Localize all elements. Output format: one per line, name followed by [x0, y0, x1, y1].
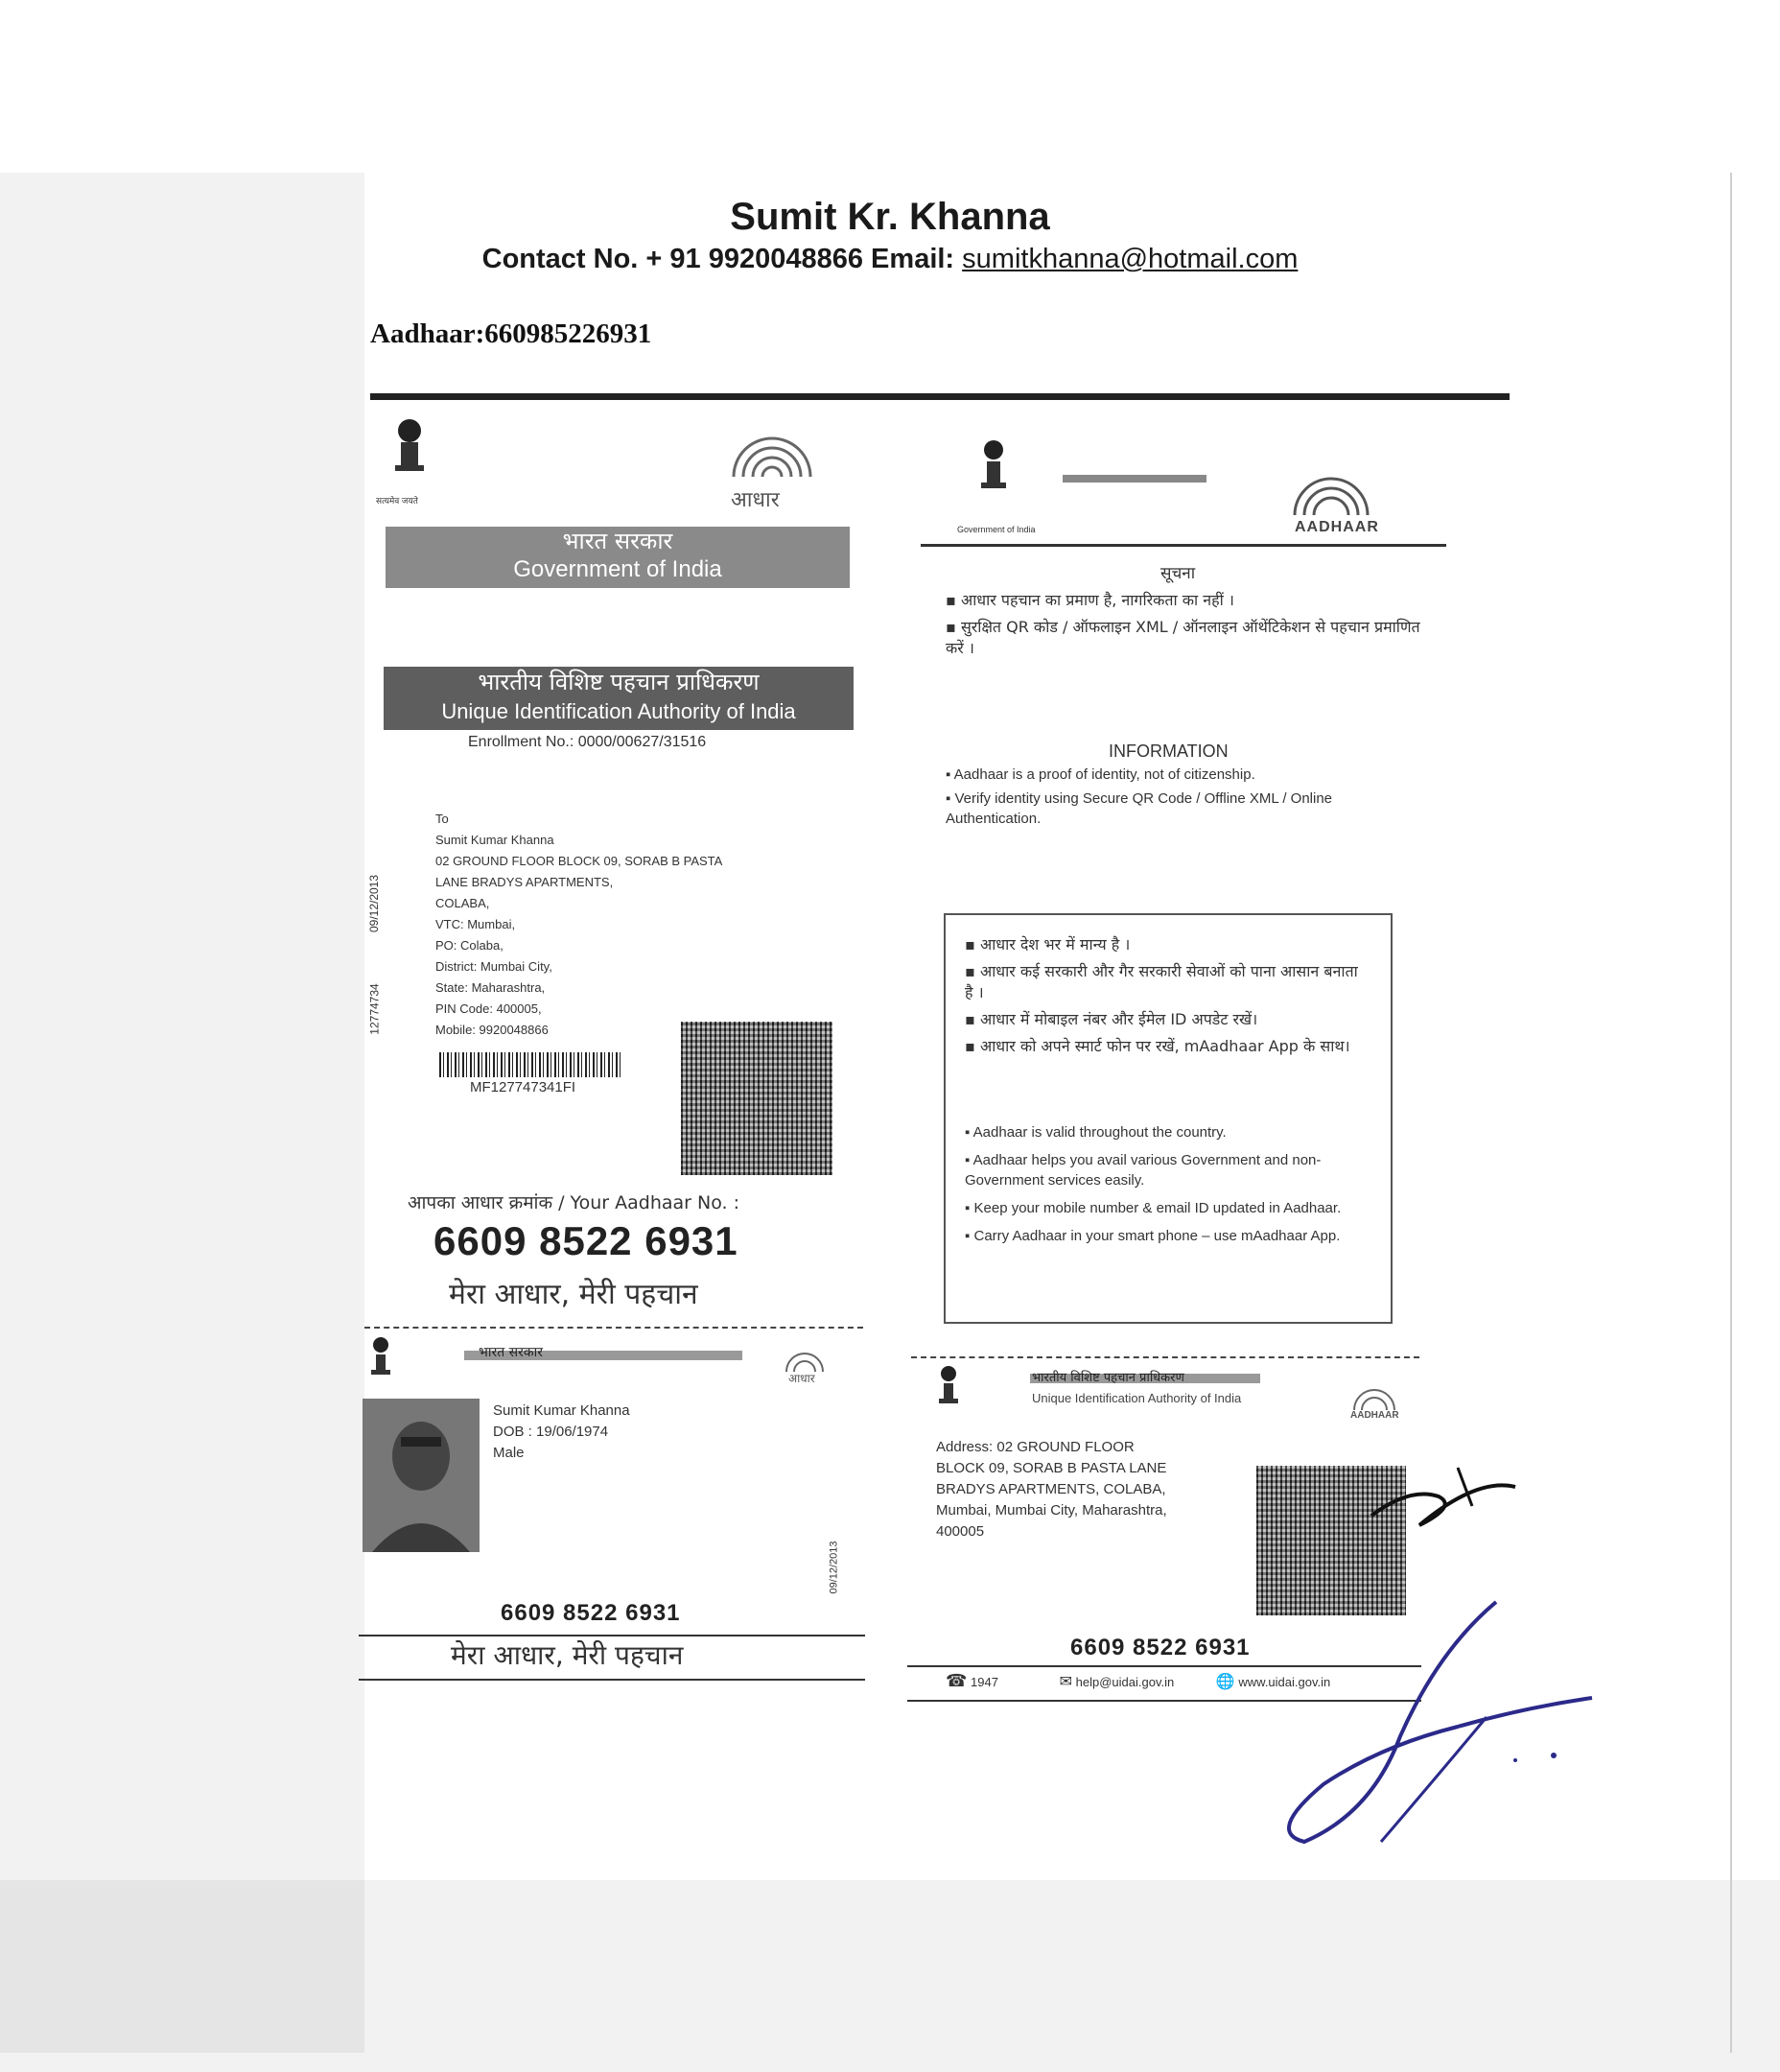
emblem-caption: सत्यमेव जयते — [376, 496, 418, 506]
card-back-logo-text: AADHAAR — [1350, 1410, 1399, 1421]
card-back-address-line: Address: 02 GROUND FLOOR — [936, 1439, 1135, 1455]
card-name: Sumit Kumar Khanna — [493, 1402, 630, 1419]
english-info-item: ▪ Aadhaar is a proof of identity, not of citizenship. — [946, 765, 1396, 785]
contact-label: Contact No. + 91 9920048866 Email: — [481, 244, 955, 274]
address-line: To — [435, 812, 449, 826]
cut-line-right — [911, 1356, 1419, 1358]
hindi-info-list — [946, 590, 1425, 659]
email-link[interactable]: sumitkhanna@hotmail.com — [962, 244, 1299, 274]
hindi-heading: सूचना — [1160, 564, 1196, 583]
globe-icon: 🌐 — [1215, 1674, 1235, 1690]
card-back-address-line: 400005 — [936, 1523, 985, 1540]
card-back-address — [936, 1437, 1167, 1542]
address-line: COLABA, — [435, 896, 490, 910]
aadhaar-logo-text: AADHAAR — [1295, 519, 1379, 535]
card-side-date: 09/12/2013 — [828, 1541, 840, 1594]
card-tagline: मेरा आधार, मेरी पहचान — [451, 1639, 684, 1671]
info-rule — [921, 544, 1446, 547]
card-back-address-line: Mumbai, Mumbai City, Maharashtra, — [936, 1502, 1167, 1519]
card-back-header-english: Unique Identification Authority of India — [1032, 1391, 1242, 1405]
address-block — [435, 809, 722, 1041]
address-line: VTC: Mumbai, — [435, 917, 516, 931]
barcode — [439, 1052, 621, 1077]
address-line: PO: Colaba, — [435, 938, 504, 953]
resume-name: Sumit Kr. Khanna — [730, 196, 1050, 238]
english-heading: INFORMATION — [1109, 742, 1229, 761]
card-gov-hindi: भारत सरकार — [479, 1345, 543, 1360]
phone-number: 1947 — [971, 1675, 998, 1689]
hindi-benefits-list — [965, 934, 1368, 1057]
gray-stripe — [1063, 475, 1206, 483]
address-line: 02 GROUND FLOOR BLOCK 09, SORAB B PASTA — [435, 854, 723, 868]
emblem-icon — [366, 1335, 395, 1379]
english-info-list — [946, 765, 1396, 829]
english-benefit-item: ▪ Aadhaar is valid throughout the country. — [965, 1122, 1368, 1142]
address-line: LANE BRADYS APARTMENTS, — [435, 875, 614, 889]
large-signature — [1266, 1592, 1611, 1851]
enrollment-number: Enrollment No.: 0000/00627/31516 — [468, 734, 707, 750]
aadhaar-no-label: आपका आधार क्रमांक / Your Aadhaar No. : — [408, 1192, 740, 1213]
aadhaar-fingerprint-logo-icon — [1348, 1381, 1400, 1412]
card-gender: Male — [493, 1445, 525, 1461]
aadhaar-fingerprint-logo-icon — [719, 419, 825, 486]
website: www.uidai.gov.in — [1238, 1675, 1331, 1689]
hindi-benefit-item: ▪ आधार को अपने स्मार्ट फोन पर रखें, mAadhaar App के साथ। — [965, 1036, 1368, 1057]
card-back-header-hindi: भारतीय विशिष्ट पहचान प्राधिकरण — [1032, 1371, 1184, 1385]
emblem-icon — [974, 436, 1013, 494]
aadhaar-fingerprint-logo-icon — [1283, 459, 1379, 521]
contact-line — [0, 244, 1780, 275]
address-line: Mobile: 9920048866 — [435, 1023, 549, 1037]
address-line: Sumit Kumar Khanna — [435, 833, 554, 847]
english-benefit-item: ▪ Aadhaar helps you avail various Government and non-Government services easily. — [965, 1150, 1368, 1190]
uidai-banner-english: Unique Identification Authority of India — [441, 699, 796, 723]
emblem-icon — [386, 413, 433, 481]
divider-rule — [370, 393, 1510, 400]
uidai-banner-hindi: भारतीय विशिष्ट पहचान प्राधिकरण — [478, 669, 760, 695]
aadhaar-card-front — [359, 1331, 867, 1686]
card-back-address-line: BRADYS APARTMENTS, COLABA, — [936, 1481, 1166, 1497]
gov-caption: Government of India — [957, 525, 1036, 534]
hindi-benefit-item: ▪ आधार में मोबाइल नंबर और ईमेल ID अपडेट रखें। — [965, 1009, 1368, 1030]
card-rule — [359, 1679, 865, 1681]
address-line: PIN Code: 400005, — [435, 1001, 542, 1016]
phone-icon: ☎ — [946, 1671, 968, 1690]
mail-icon: ✉ — [1059, 1674, 1072, 1690]
card-back-aadhaar-number: 6609 8522 6931 — [1070, 1635, 1251, 1660]
info-panel — [921, 436, 1450, 839]
address-line: State: Maharashtra, — [435, 980, 546, 995]
card-dob: DOB : 19/06/1974 — [493, 1424, 609, 1440]
side-number: 12774734 — [367, 983, 382, 1035]
card-back-address-line: BLOCK 09, SORAB B PASTA LANE — [936, 1460, 1167, 1476]
hindi-benefit-item: ▪ आधार देश भर में मान्य है । — [965, 934, 1368, 955]
gov-banner — [386, 527, 850, 588]
card-info — [493, 1401, 630, 1464]
gov-banner-english: Government of India — [513, 556, 722, 582]
aadhaar-label: Aadhaar:660985226931 — [370, 318, 652, 349]
small-signature — [1352, 1448, 1534, 1554]
emblem-icon — [934, 1364, 963, 1408]
aadhaar-number-large: 6609 8522 6931 — [433, 1218, 738, 1263]
aadhaar-logo-text: आधार — [731, 488, 780, 512]
photo — [363, 1399, 480, 1552]
card-aadhaar-number: 6609 8522 6931 — [501, 1600, 681, 1626]
english-benefit-item: ▪ Carry Aadhaar in your smart phone – use mAadhaar App. — [965, 1226, 1368, 1246]
gov-banner-hindi: भारत सरकार — [562, 528, 673, 554]
help-email: help@uidai.gov.in — [1075, 1675, 1175, 1689]
uidai-banner — [384, 667, 854, 730]
aadhaar-letter-front — [364, 408, 882, 1309]
tagline: मेरा आधार, मेरी पहचान — [449, 1278, 698, 1311]
qr-code — [681, 1022, 832, 1175]
hindi-benefit-item: ▪ आधार कई सरकारी और गैर सरकारी सेवाओं को पाना आसान बनाता है । — [965, 961, 1368, 1003]
aadhaar-benefits-box — [944, 913, 1393, 1324]
side-date: 09/12/2013 — [367, 874, 382, 933]
hindi-info-item: ▪ आधार पहचान का प्रमाण है, नागरिकता का नहीं । — [946, 590, 1425, 611]
card-logo-text: आधार — [788, 1372, 815, 1385]
english-benefits-list — [965, 1122, 1368, 1246]
hindi-info-item: ▪ सुरक्षित QR कोड / ऑफलाइन XML / ऑनलाइन ऑथेंटिकेशन से पहचान प्रमाणित करें । — [946, 617, 1425, 659]
barcode-text: MF127747341FI — [470, 1079, 576, 1095]
english-benefit-item: ▪ Keep your mobile number & email ID updated in Aadhaar. — [965, 1198, 1368, 1218]
page-edge — [1730, 173, 1732, 2053]
cut-line-left — [364, 1327, 863, 1329]
address-line: District: Mumbai City, — [435, 959, 552, 974]
english-info-item: ▪ Verify identity using Secure QR Code / Offline XML / Online Authentication. — [946, 789, 1396, 829]
